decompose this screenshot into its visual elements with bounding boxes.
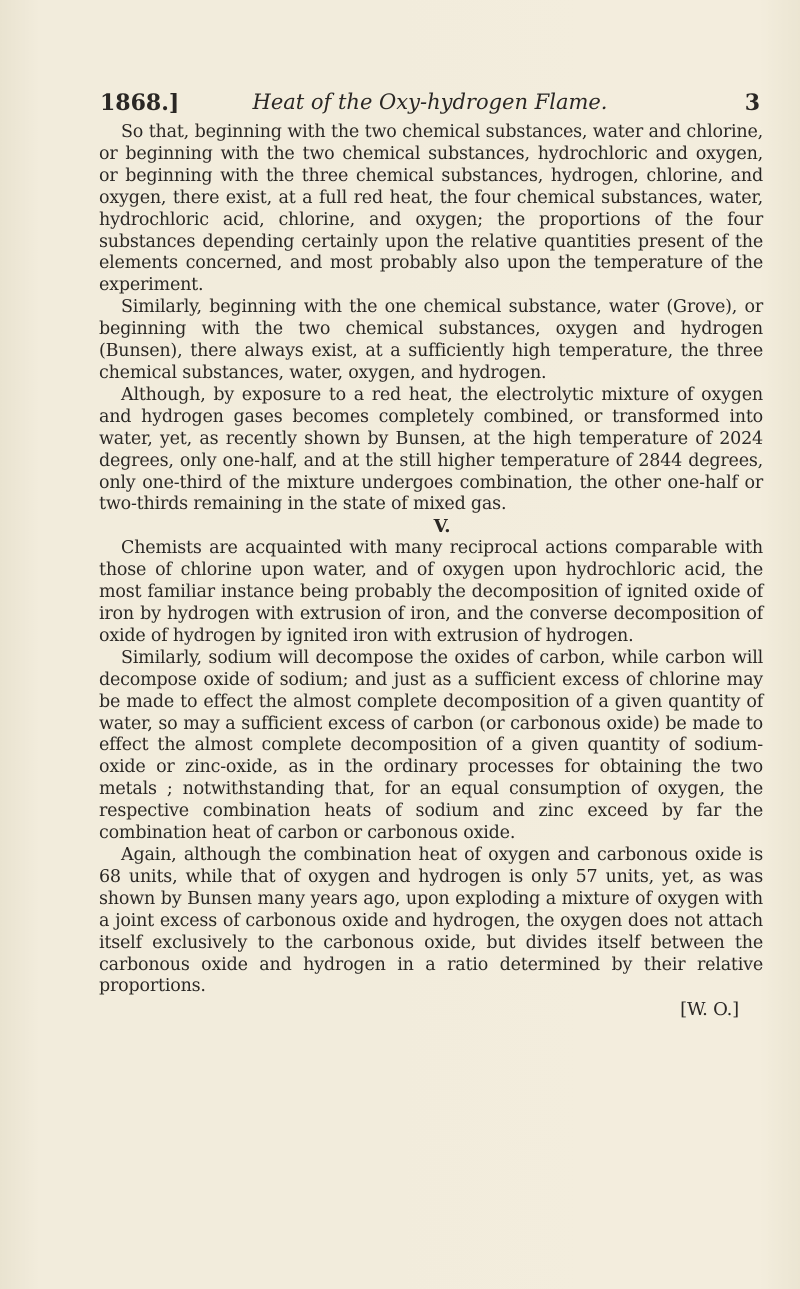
paragraph-1: So that, beginning with the two chemical substances, water and chlorine, or beginning with the two chemical substances, hydrochloric and oxygen, or beginning with the three chemical substances, hydrogen, chlorine, and oxygen, there exist, at a full red heat, the four chemical substances, water, hydrochloric acid, chlorine, and oxygen; the proportions of the four substances depending certainly upon the relative quantities present of the elements concerned, and most probably also upon the temperature of the experiment. — [99, 122, 763, 296]
paragraph-3: Although, by exposure to a red heat, the electrolytic mixture of oxygen and hydrogen gases becomes completely combined, or transformed into water, yet, as recently shown by Bunsen, at the high temperature of 2024 degrees, only one-half, and at the still higher temperature of 2844 degrees, only one-third of the mixture undergoes combination, the other one-half or two-thirds remaining in the state of mixed gas. — [99, 384, 763, 515]
paragraph-4: Chemists are acquainted with many reciprocal actions comparable with those of chlorine upon water, and of oxygen upon hydrochloric acid, the most familiar instance being probably the decomposition of ignited oxide of iron by hydrogen with extrusion of iron, and the converse decomposition of oxide of hydrogen by ignited iron with extrusion of hydrogen. — [99, 538, 763, 646]
header-year: 1868.] — [100, 90, 180, 116]
page-number: 3 — [744, 90, 760, 116]
header-title: Heat of the Oxy-hydrogen Flame. — [252, 90, 608, 114]
paragraph-6: Again, although the combination heat of oxygen and carbonous oxide is 68 units, while that of oxygen and hydrogen is only 57 units, yet, as was shown by Bunsen many years ago, upon exploding a mixture of oxygen with a joint excess of carbonous oxide and hydrogen, the oxygen does not attach itself exclusively to the carbonous oxide, but divides itself between the carbonous oxide and hydrogen in a ratio determined by their relative proportions. — [99, 845, 763, 997]
paragraph-5: Similarly, sodium will decompose the oxides of carbon, while carbon will decompose oxide of sodium; and just as a sufficient excess of chlorine may be made to effect the almost complete decomposition of a given quantity of water, so may a sufficient excess of carbon (or carbonous oxide) be made to effect the almost complete decomposition of a given quantity of sodium-oxide or zinc-oxide, as in the ordinary processes for obtaining the two metals ; notwithstanding that, for an equal consumption of oxygen, the respective combination heats of sodium and zinc exceed by far the combination heat of carbon or carbonous oxide. — [99, 647, 763, 844]
author-signature: [W. O.] — [680, 999, 739, 1021]
section-numeral: V. — [433, 516, 451, 538]
running-header — [100, 90, 760, 120]
body-text — [99, 122, 763, 1022]
paragraph-2: Similarly, beginning with the one chemical substance, water (Grove), or beginning with the two chemical substances, oxygen and hydrogen (Bunsen), there always exist, at a sufficiently high temperature, the three chemical substances, water, oxygen, and hydrogen. — [99, 297, 763, 383]
